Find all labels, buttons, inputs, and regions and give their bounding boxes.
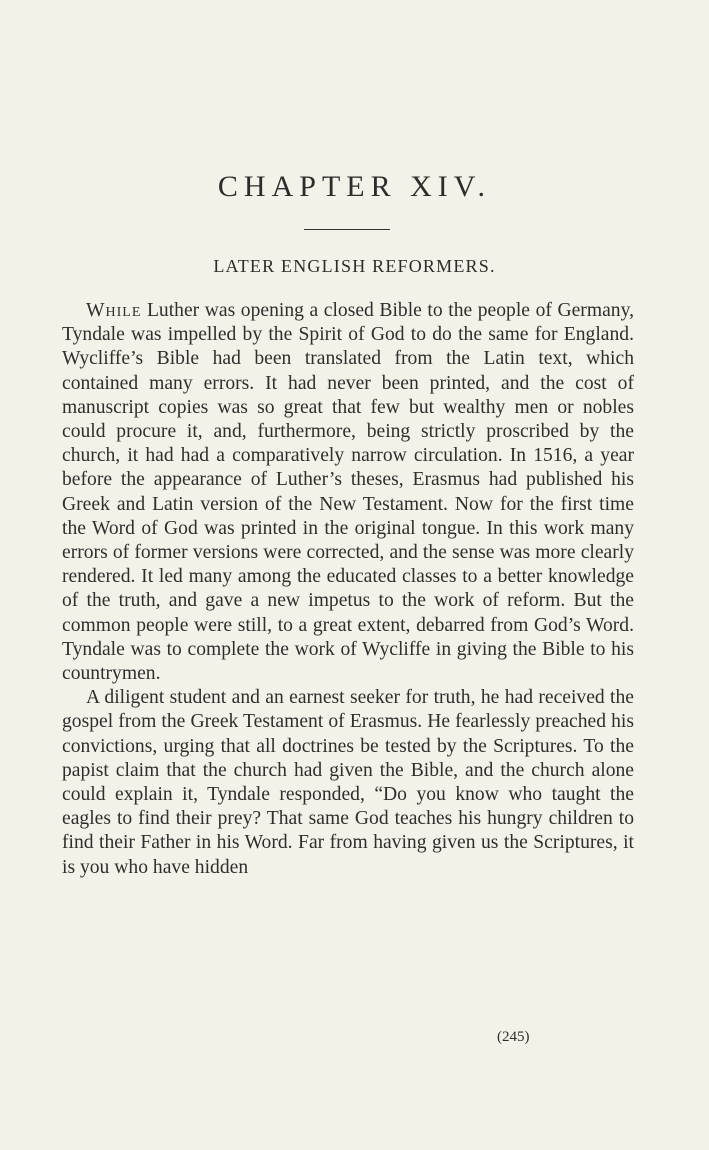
- page-number: (245): [497, 1029, 530, 1045]
- chapter-title: CHAPTER XIV.: [217, 170, 492, 203]
- body-text: [62, 299, 634, 880]
- paragraph-2: A diligent student and an earnest seeker for truth, he had received the gospel from the Greek Testament of Erasmus. He fearlessly preached his convictions, urging that all doctrines be tested by the Scriptures. To the papist claim that the church had given the Bible, and the church alone could explain it, Tyndale responded, “Do you know who taught the eagles to find their prey? That same God teaches his hungry children to find their Father in his Word. Far from having given us the Scriptures, it is you who have hidden: [62, 687, 634, 878]
- section-title: LATER ENGLISH REFORMERS.: [213, 256, 496, 276]
- title-divider: [304, 229, 390, 230]
- opening-word: While: [86, 300, 142, 321]
- paragraph-1-text: Luther was opening a closed Bible to the people of Germany, Tyndale was impelled by the Spirit of God to do the same for England. Wycliffe’s Bible had been translated from the Latin text, which contained many errors. It had never been printed, and the cost of manuscript copies was so great that few but wealthy men or nobles could procure it, and, furthermore, being strictly proscribed by the church, it had had a comparatively narrow circulation. In 1516, a year before the appearance of Luther’s theses, Erasmus had published his Greek and Latin version of the New Testament. Now for the first time the Word of God was printed in the original tongue. In this work many errors of former versions were corrected, and the sense was more clearly rendered. It led many among the educated classes to a better knowledge of the truth, and gave a new impetus to the work of reform. But the common people were still, to a great extent, debarred from God’s Word. Tyndale was to complete the work of Wycliffe in giving the Bible to his countrymen.: [62, 300, 634, 685]
- paragraph-1: [62, 299, 634, 686]
